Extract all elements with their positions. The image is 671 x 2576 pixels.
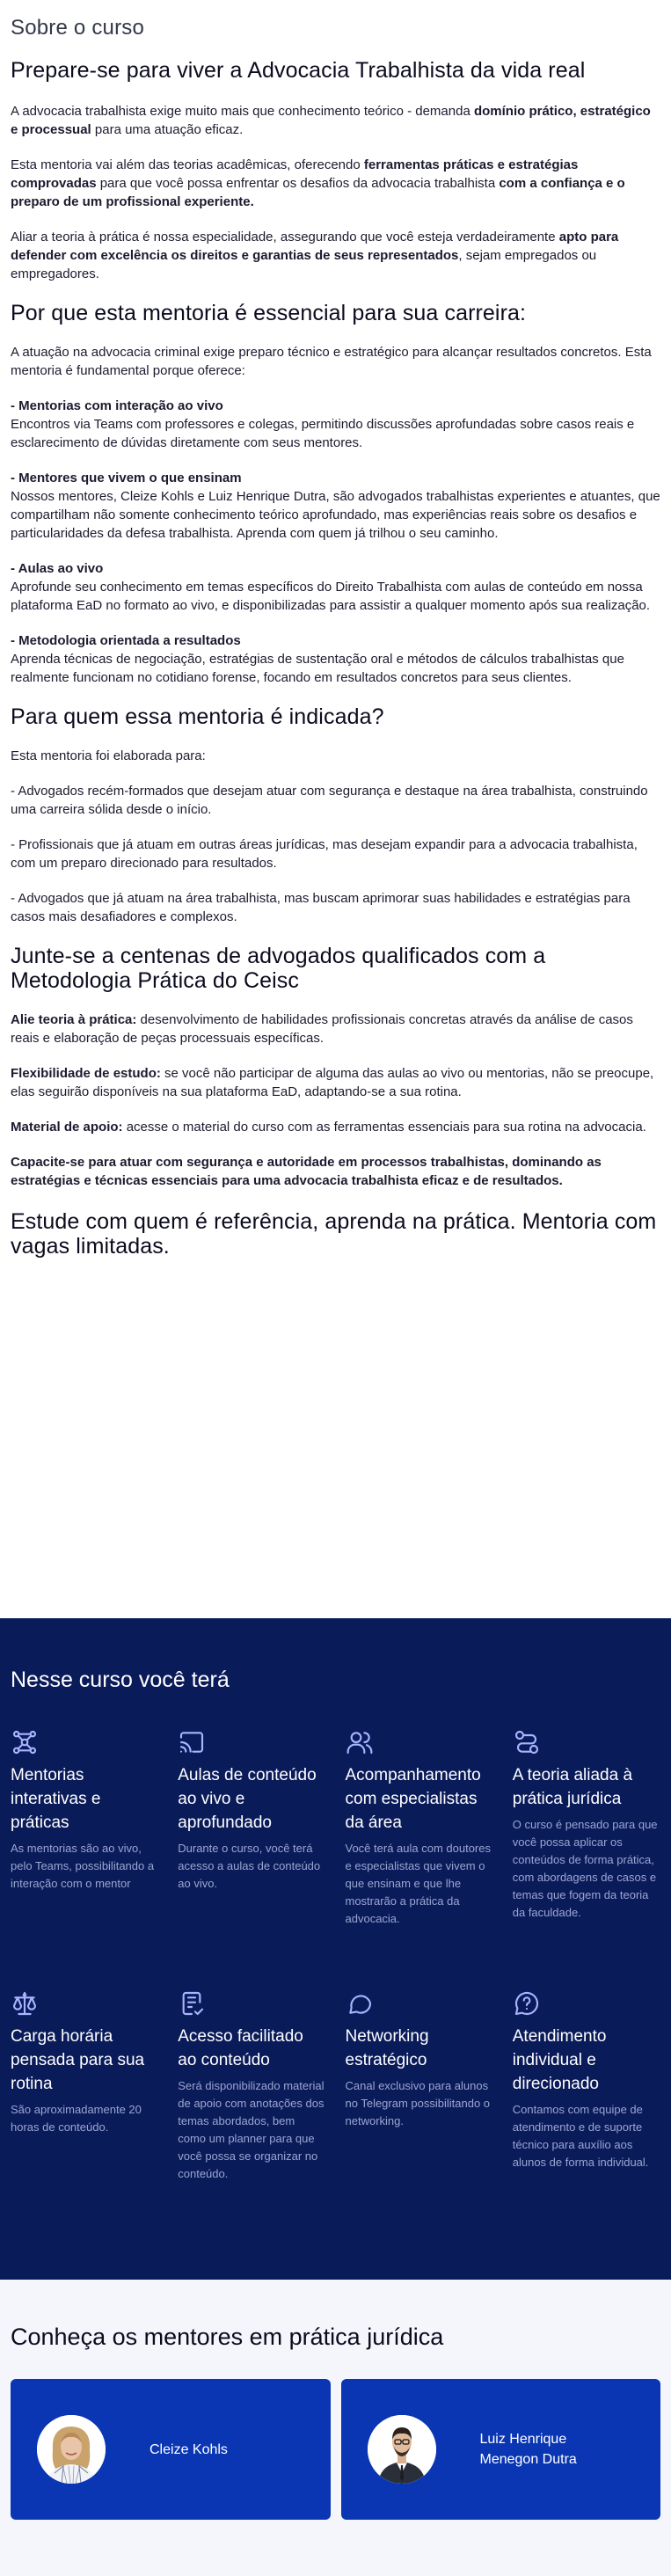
mentor-name: Cleize Kohls	[150, 2441, 228, 2457]
features-heading: Nesse curso você terá	[11, 1667, 230, 1692]
join-heading: Junte-se a centenas de advogados qualificados com a Metodologia Prática do Ceisc	[11, 944, 546, 993]
feature-text: O curso é pensado para que você possa aplicar os conteúdos de forma prática, com abordagens de casos e temas que fogem da teoria da faculdade.	[512, 1818, 658, 1919]
document-check-icon	[178, 1989, 206, 2018]
users-icon	[346, 1728, 374, 1756]
feature-item	[178, 1728, 325, 1928]
join-item: Alie teoria à prática: desenvolvimento de habilidades profissionais concretas através da análise de casos reais e elaboração de peças processuais específicas.	[11, 1012, 633, 1046]
cast-icon	[178, 1728, 206, 1756]
help-circle-icon	[513, 1989, 541, 2018]
feature-text: Contamos com equipe de atendimento e de suporte técnico para auxílio aos alunos de forma individual.	[512, 2103, 649, 2169]
feature-item	[11, 1989, 158, 2183]
avatar	[368, 2415, 436, 2484]
why-item: - Metodologia orientada a resultados Aprenda técnicas de negociação, estratégias de sustentação oral e métodos de cálculos trabalhistas que realmente funcionam no cotidiano forense, focando em resultados concretos para seus clientes.	[11, 633, 624, 685]
audience-item: - Advogados que já atuam na área trabalhista, mas buscam aprimorar suas habilidades e estratégias para casos mais desafiadores e complexos.	[11, 891, 631, 924]
feature-title: Carga horária pensada para sua rotina	[11, 2027, 145, 2093]
feature-title: Atendimento individual e direcionado	[512, 2027, 607, 2093]
feature-item	[346, 1989, 493, 2183]
feature-text: Canal exclusivo para alunos no Telegram possibilitando o networking.	[345, 2079, 491, 2127]
join-item: Flexibilidade de estudo: se você não participar de alguma das aulas ao vivo ou mentorias, não se preocupe, elas seguirão disponíveis na sua plataforma EaD, adaptando-se a sua rotina.	[11, 1066, 654, 1099]
mentor-cards	[11, 2379, 660, 2520]
feature-title: Aulas de conteúdo ao vivo e aprofundado	[178, 1766, 317, 1832]
section-title: Sobre o curso	[11, 16, 145, 40]
audience-intro: Esta mentoria foi elaborada para:	[11, 748, 206, 763]
feature-item	[11, 1728, 158, 1928]
about-paragraph-1: A advocacia trabalhista exige muito mais que conhecimento teórico - demanda domínio prático, estratégico e processual para uma atuação eficaz.	[11, 104, 651, 137]
features-grid	[11, 1728, 660, 2183]
feature-title: Acompanhamento com especialistas da área	[345, 1766, 481, 1832]
why-item: - Mentorias com interação ao vivo Encontros via Teams com professores e colegas, permitindo discussões aprofundadas sobre casos reais e esclarecimento de dúvidas diretamente com seus mentores.	[11, 398, 635, 450]
feature-text: Durante o curso, você terá acesso a aulas de conteúdo ao vivo.	[178, 1842, 321, 1890]
about-heading: Prepare-se para viver a Advocacia Trabalhista da vida real	[11, 58, 586, 83]
feature-title: A teoria aliada à prática jurídica	[512, 1766, 633, 1808]
feature-item	[513, 1989, 660, 2183]
feature-text: Será disponibilizado material de apoio com anotações dos temas abordados, bem como um planner para que você possa se organizar no conteúdo.	[178, 2079, 325, 2180]
audience-item: - Advogados recém-formados que desejam atuar com segurança e destaque na área trabalhista, construindo uma carreira sólida desde o início.	[11, 784, 648, 817]
why-item: - Mentores que vivem o que ensinam Nossos mentores, Cleize Kohls e Luiz Henrique Dutra, são advogados trabalhistas experientes e atuantes, que compartilham não somente conhecimento teórico aprofundado, mas experiências reais sobre os desafios e particularidades da defesa trabalhista. Aprenda com quem já trilhou o seu caminho.	[11, 471, 660, 541]
join-tagline: Estude com quem é referência, aprenda na prática. Mentoria com vagas limitadas.	[11, 1209, 657, 1259]
audience-heading: Para quem essa mentoria é indicada?	[11, 704, 384, 729]
features-section	[0, 1618, 671, 2280]
why-item: - Aulas ao vivo Aprofunde seu conhecimento em temas específicos do Direito Trabalhista com aulas de conteúdo em nossa plataforma EaD no formato ao vivo, e disponibilizadas para assistir a qualquer momento após sua realização.	[11, 561, 651, 613]
join-item: Material de apoio: acesse o material do curso com as ferramentas essenciais para sua rotina na advocacia.	[11, 1120, 646, 1135]
audience-item: - Profissionais que já atuam em outras áreas jurídicas, mas desejam expandir para a advocacia trabalhista, com um preparo direcionado para resultados.	[11, 837, 638, 871]
mentor-card[interactable]	[11, 2379, 331, 2520]
feature-item	[513, 1728, 660, 1928]
feature-title: Mentorias interativas e práticas	[11, 1766, 101, 1832]
feature-title: Networking estratégico	[345, 2027, 429, 2069]
about-paragraph-2: Esta mentoria vai além das teorias acadêmicas, oferecendo ferramentas práticas e estratégias comprovadas para que você possa enfrentar os desafios da advocacia trabalhista com a confiança e o preparo de um profissional experiente.	[11, 157, 625, 209]
feature-text: Você terá aula com doutores e especialistas que vivem o que ensinam e que lhe mostrarão a prática da advocacia.	[345, 1842, 491, 1925]
feature-title: Acesso facilitado ao conteúdo	[178, 2027, 303, 2069]
route-icon	[513, 1728, 541, 1756]
mentor-name: Luiz Henrique Menegon Dutra	[479, 2432, 577, 2467]
mentors-heading: Conheça os mentores em prática jurídica	[11, 2324, 444, 2350]
why-heading: Por que esta mentoria é essencial para sua carreira:	[11, 301, 527, 325]
join-closing: Capacite-se para atuar com segurança e autoridade em processos trabalhistas, dominando as estratégias e técnicas essenciais para uma advocacia trabalhista eficaz e de resultados.	[11, 1155, 602, 1188]
feature-item	[346, 1728, 493, 1928]
chat-icon	[346, 1989, 374, 2018]
about-paragraph-3: Aliar a teoria à prática é nossa especialidade, assegurando que você esteja verdadeiramente apto para defender com excelência os direitos e garantias de seus representados, sejam empregados ou empregadores.	[11, 230, 619, 281]
network-icon	[11, 1728, 39, 1756]
mentor-card[interactable]	[341, 2379, 661, 2520]
avatar	[37, 2415, 106, 2484]
feature-item	[178, 1989, 325, 2183]
why-intro: A atuação na advocacia criminal exige preparo técnico e estratégico para alcançar resultados concretos. Esta mentoria é fundamental porque oferece:	[11, 345, 652, 378]
scale-icon	[11, 1989, 39, 2018]
feature-text: As mentorias são ao vivo, pelo Teams, possibilitando a interação com o mentor	[11, 1842, 155, 1890]
mentors-section	[0, 2280, 671, 2576]
feature-text: São aproximadamente 20 horas de conteúdo.	[11, 2103, 142, 2134]
